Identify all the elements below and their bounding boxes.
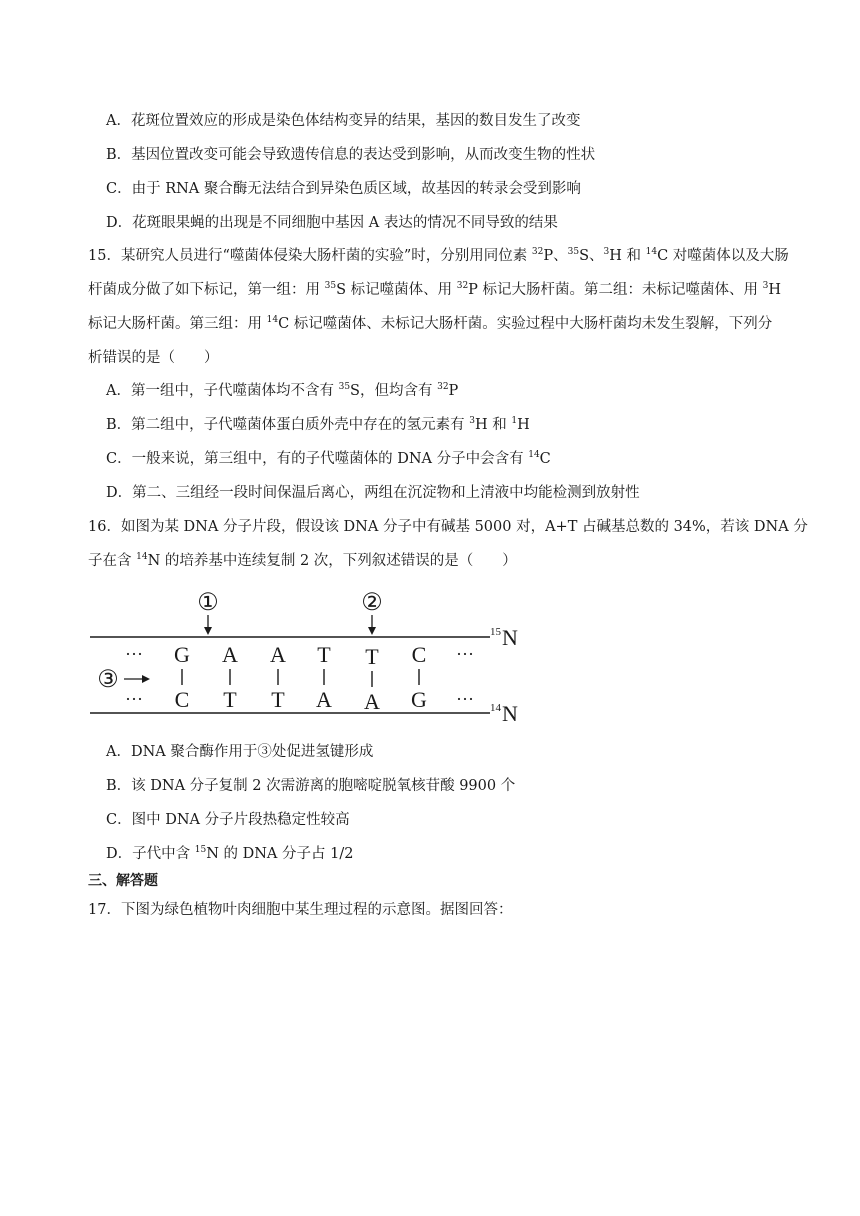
bottom-base-6: G (411, 687, 427, 712)
q16-stem-line-1: 16．如图为某 DNA 分子片段，假设该 DNA 分子中有碱基 5000 对，A+T 占碱基总数的 34%，若该 DNA 分 (88, 519, 808, 535)
top-base-5: T (365, 644, 379, 669)
q15-option-d: D．第二、三组经一段时间保温后离心，两组在沉淀物和上清液中均能检测到放射性 (106, 485, 640, 501)
section-heading-answer-questions: 三、解答题 (88, 873, 158, 889)
q15-option-c: C．一般来说，第三组中，有的子代噬菌体的 DNA 分子中会含有 $^{14}$C (106, 450, 551, 467)
top-base-4: T (317, 642, 331, 667)
bottom-base-2: T (223, 687, 237, 712)
top-ellipsis-right: ··· (456, 644, 474, 664)
q14-option-b: B．基因位置改变可能会导致遗传信息的表达受到影响，从而改变生物的性状 (106, 147, 596, 163)
marker-2: ② (361, 590, 383, 616)
top-strand-label-sup: 15 (490, 626, 501, 638)
bottom-ellipsis-right: ··· (456, 689, 474, 709)
q15-stem-line-2: 杆菌成分做了如下标记，第一组：用 $^{35}$S 标记噬菌体、用 $^{32}$P 标记大肠杆菌。第二组：未标记噬菌体、用 $^3$H (88, 281, 782, 298)
bottom-base-4: A (316, 687, 332, 712)
q15-option-a: A．第一组中，子代噬菌体均不含有 $^{35}$S，但均含有 $^{32}$P (106, 382, 459, 399)
q16-option-a: A．DNA 聚合酶作用于③处促进氢键形成 (106, 744, 374, 760)
top-strand-label: N (502, 625, 518, 650)
top-ellipsis-left: ··· (125, 644, 143, 664)
bottom-strand-label-sup: 14 (490, 702, 501, 714)
q14-option-d: D．花斑眼果蝇的出现是不同细胞中基因 A 表达的情况不同导致的结果 (106, 215, 558, 231)
top-base-6: C (411, 642, 427, 667)
q14-option-a: A．花斑位置效应的形成是染色体结构变异的结果，基因的数目发生了改变 (106, 113, 581, 129)
marker-3-arrowhead (142, 675, 150, 683)
q14-option-c: C．由于 RNA 聚合酶无法结合到异染色质区域，故基因的转录会受到影响 (106, 181, 581, 197)
marker-3: ③ (97, 667, 119, 693)
top-base-2: A (222, 642, 238, 667)
q16-option-d: D．子代中含 $^{15}$N 的 DNA 分子占 1/2 (106, 845, 354, 862)
bottom-strand-label: N (502, 701, 518, 726)
marker-1: ① (197, 590, 219, 616)
q15-option-b: B．第二组中，子代噬菌体蛋白质外壳中存在的氢元素有 $^3$H 和 $^1$H (106, 416, 530, 433)
q16-stem-line-2: 子在含 $^{14}$N 的培养基中连续复制 2 次，下列叙述错误的是（ ） (88, 552, 517, 569)
bottom-base-1: C (174, 687, 190, 712)
q16-option-c: C．图中 DNA 分子片段热稳定性较高 (106, 812, 350, 828)
bottom-ellipsis-left: ··· (125, 689, 143, 709)
q15-stem-line-1: 15．某研究人员进行“噬菌体侵染大肠杆菌的实验”时，分别用同位素 $^{32}$P、$^{35}$S、$^3$H 和 $^{14}$C 对噬菌体以及大肠 (88, 247, 789, 264)
top-base-1: G (174, 642, 190, 667)
q15-stem-line-3: 标记大肠杆菌。第三组：用 $^{14}$C 标记噬菌体、未标记大肠杆菌。实验过程中大肠杆菌均未发生裂解，下列分 (88, 315, 773, 332)
marker-1-arrowhead (204, 627, 212, 635)
top-base-3: A (270, 642, 286, 667)
q15-stem-line-4: 析错误的是（ ） (88, 350, 219, 366)
marker-2-arrowhead (368, 627, 376, 635)
q16-option-b: B．该 DNA 分子复制 2 次需游离的胞嘧啶脱氧核苷酸 9900 个 (106, 778, 516, 794)
q17-stem: 17．下图为绿色植物叶肉细胞中某生理过程的示意图。据图回答： (88, 902, 513, 918)
bottom-base-3: T (271, 687, 285, 712)
dna-fragment-figure (80, 585, 540, 730)
bottom-base-5: A (364, 689, 380, 714)
